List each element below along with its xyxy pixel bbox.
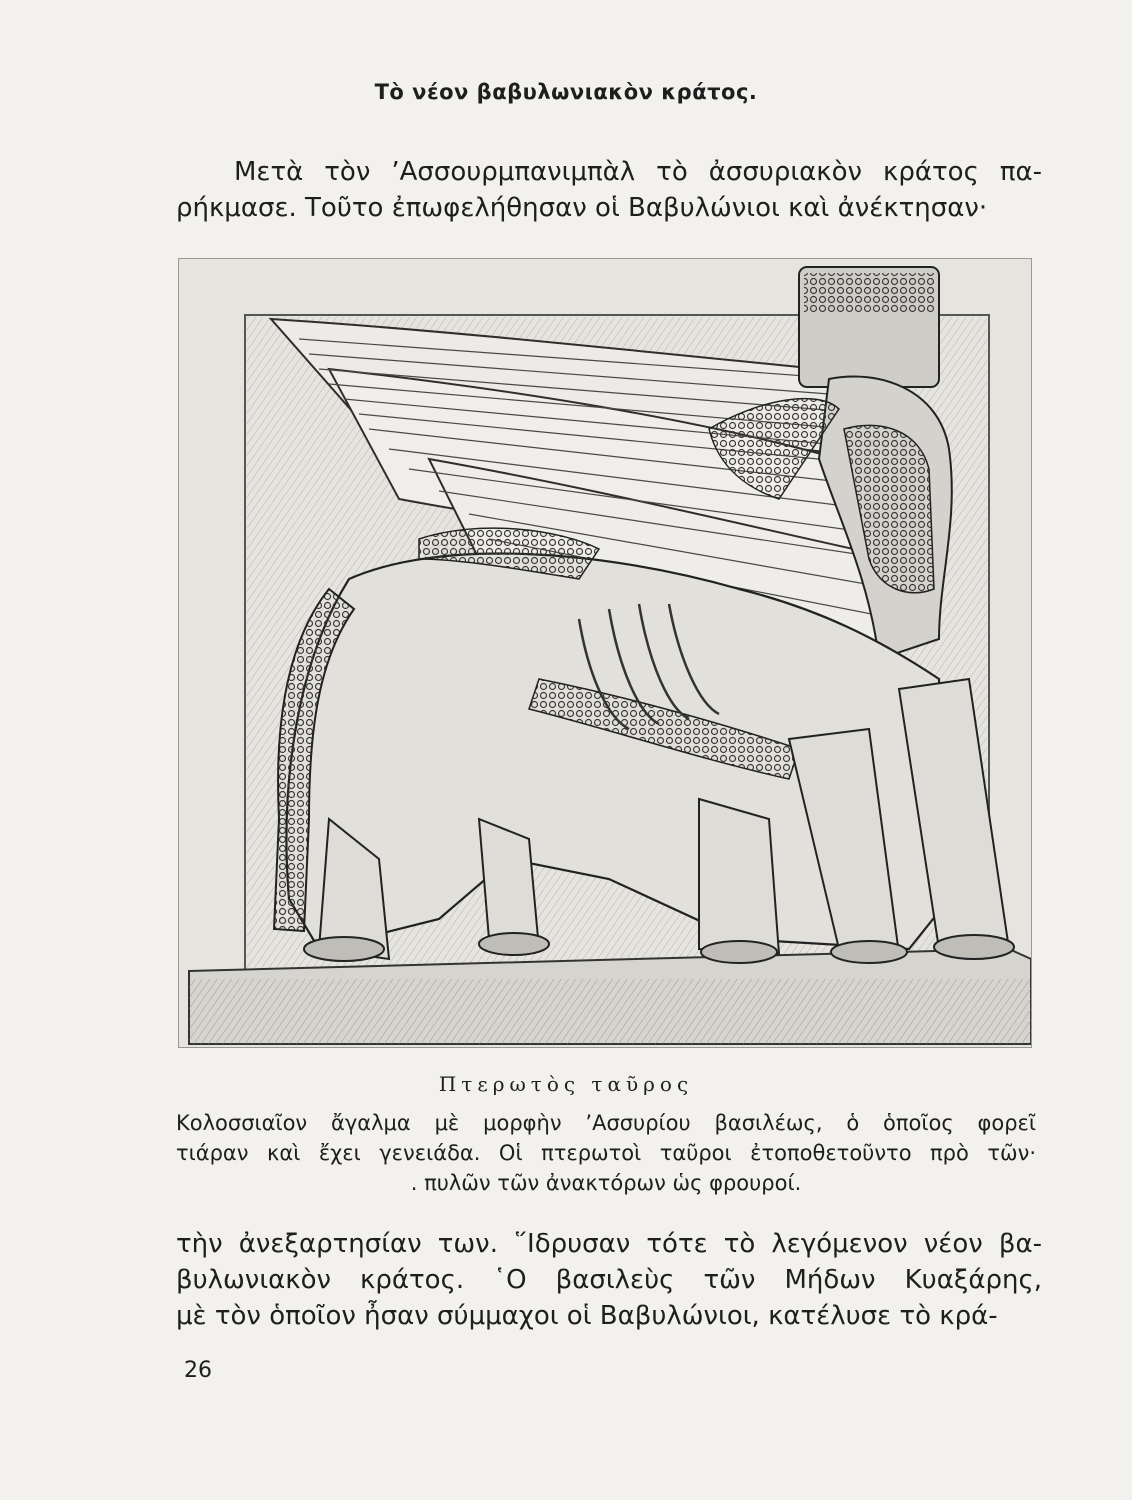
winged-bull-illustration bbox=[178, 258, 1032, 1048]
page-number: 26 bbox=[184, 1358, 212, 1383]
body-line-2: βυλωνιακὸν κράτος. ῾Ο βασιλεὺς τῶν Μήδων Κυαξάρης, bbox=[176, 1265, 1042, 1295]
intro-line-2: ρήκμασε. Τοῦτο ἐπωφελήθησαν οἱ Βαβυλώνιοι καὶ ἀνέκτησαν· bbox=[176, 193, 988, 223]
intro-line-1: Μετὰ τὸν ’Ασσουρμπανιμπὰλ τὸ ἀσσυριακὸν κράτος πα- bbox=[234, 157, 1042, 187]
running-title: Τὸ νέον βαβυλωνιακὸν κράτος. bbox=[374, 80, 758, 104]
caption-line-1: Κολοσσιαῖον ἄγαλμα μὲ μορφὴν ’Ασσυρίου βασιλέως, ὁ ὁποῖος φορεῖ bbox=[176, 1111, 1036, 1135]
body-line-1: τὴν ἀνεξαρτησίαν των. ῞Ιδρυσαν τότε τὸ λεγόμενον νέον βα- bbox=[176, 1229, 1042, 1259]
figure-caption bbox=[176, 1108, 1036, 1198]
figure-caption-title: Πτερωτὸς ταῦρος bbox=[438, 1072, 694, 1096]
caption-line-2: τιάραν καὶ ἔχει γενειάδα. Οἱ πτερωτοὶ ταῦροι ἐτοποθετοῦντο πρὸ τῶν· bbox=[176, 1141, 1036, 1165]
caption-line-3: . πυλῶν τῶν ἀνακτόρων ὡς φρουροί. bbox=[410, 1171, 802, 1195]
winged-bull-drawing bbox=[179, 259, 1031, 1047]
body-paragraph bbox=[176, 1226, 1042, 1334]
body-line-3: μὲ τὸν ὁποῖον ἦσαν σύμμαχοι οἱ Βαβυλώνιοι, κατέλυσε τὸ κρά- bbox=[176, 1301, 998, 1331]
intro-paragraph bbox=[176, 154, 1042, 226]
